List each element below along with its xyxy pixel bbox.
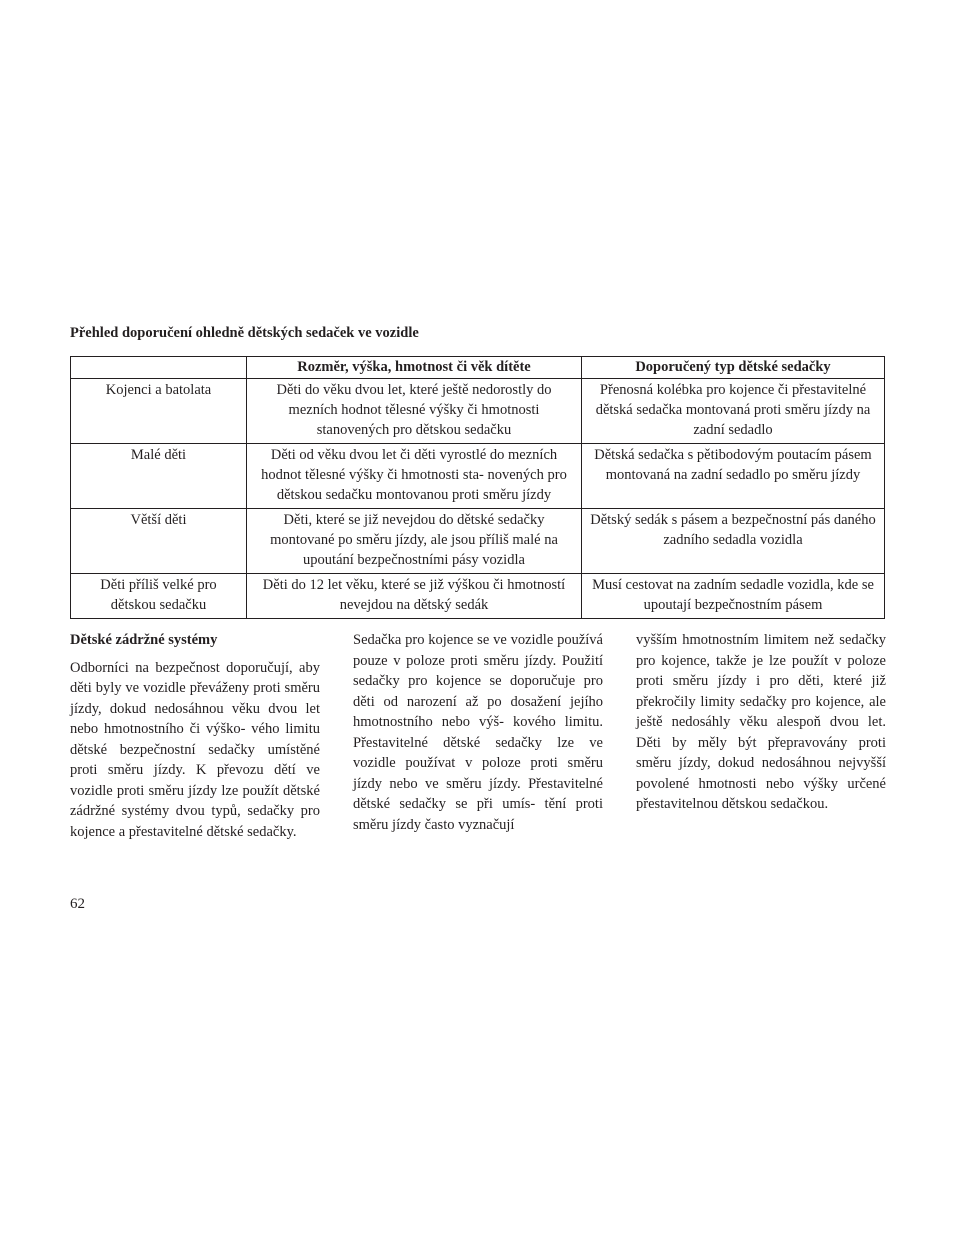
table-row [71,574,885,619]
table-header-row [71,357,885,379]
table-caption: Přehled doporučení ohledně dětských sedaček ve vozidle [70,325,419,341]
text-column-2 [353,630,603,835]
size-cell: Děti, které se již nevejdou do dětské sedačky montované po směru jízdy, ale jsou příliš malé na upoutání bezpečnostními pásy vozidla [247,509,582,574]
table-row [71,444,885,509]
text-column-3 [636,630,886,815]
size-cell: Děti od věku dvou let či děti vyrostlé do mezních hodnot tělesné výšky či hmotnosti sta- novených pro dětskou sedačku montovanou proti směru jízdy [247,444,582,509]
page-number: 62 [70,896,85,912]
text-column-1 [70,630,320,842]
table-row [71,379,885,444]
header-cell-size: Rozměr, výška, hmotnost či věk dítěte [247,357,582,379]
body-paragraph: Odborníci na bezpečnost doporučují, aby děti byly ve vozidle převáženy proti směru jízdy, dokud nedosáhnou věku dvou let nebo hmotnostního či výško- vého limitu dětské bezpečnostní sedačky umístěné proti směru jízdy. K převozu dětí ve vozidle proti směru jízdy lze použít dětské zádržné systémy dvou typů, sedačky pro kojence a přestavitelné dětské sedačky. [70,659,320,840]
category-cell: Větší děti [71,509,247,574]
size-cell: Děti do věku dvou let, které ještě nedorostly do mezních hodnot tělesné výšky či hmotnosti stanovených pro dětskou sedačku [247,379,582,444]
seat-type-cell: Dětská sedačka s pětibodovým poutacím pásem montovaná na zadní sedadlo po směru jízdy [582,444,885,509]
header-cell-empty [71,357,247,379]
seat-type-cell: Přenosná kolébka pro kojence či přestavitelné dětská sedačka montovaná proti směru jízdy na zadní sedadlo [582,379,885,444]
section-heading: Dětské zádržné systémy [70,632,218,648]
seat-type-cell: Dětský sedák s pásem a bezpečnostní pás daného zadního sedadla vozidla [582,509,885,574]
body-paragraph: vyšším hmotnostním limitem než sedačky pro kojence, takže je lze použít v poloze proti směru jízdy i pro děti, které již překročily limity sedačky pro kojence, ale ještě nedosáhly věku alespoň dvou let. Děti by měly být přepravovány proti směru jízdy, dokud nedosáhnou nejvyšší povolené hmotnosti nebo výšky určené přestavitelnou dětskou sedačkou. [636,632,886,812]
seat-type-cell: Musí cestovat na zadním sedadle vozidla, kde se upoutají bezpečnostním pásem [582,574,885,619]
category-cell: Malé děti [71,444,247,509]
category-cell: Děti příliš velké pro dětskou sedačku [71,574,247,619]
header-cell-seat-type: Doporučený typ dětské sedačky [582,357,885,379]
category-cell: Kojenci a batolata [71,379,247,444]
body-paragraph: Sedačka pro kojence se ve vozidle používá pouze v poloze proti směru jízdy. Použití sedačky pro kojence se doporučuje pro děti od narození až po dosažení jejího hmotnostního nebo výš- kového limitu. Přestavitelné dětské sedačky lze ve vozidle používat v poloze proti směru jízdy nebo ve směru jízdy. Přestavitelné dětské sedačky se při umís- tění proti směru jízdy často vyznačují [353,632,603,833]
size-cell: Děti do 12 let věku, které se již výškou či hmotností nevejdou na dětský sedák [247,574,582,619]
recommendation-table [70,356,885,619]
table-row [71,509,885,574]
